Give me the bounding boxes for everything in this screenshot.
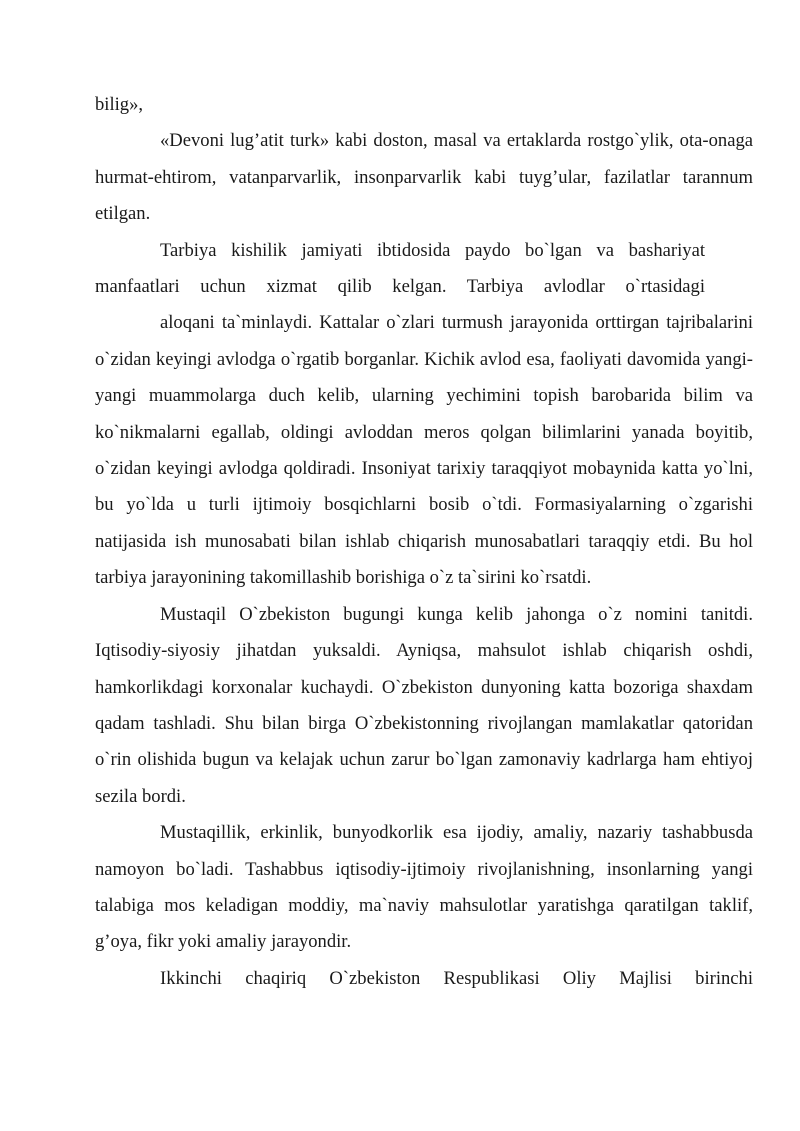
paragraph-tarbiya: Tarbiya kishilik jamiyati ibtidosida paydo bo`lgan va bashariyat manfaatlari uchun xizmat qilib kelgan. Tarbiya avlodlar o`rtasidagi [95,239,705,298]
document-body [95,87,753,997]
paragraph-continuation: bilig», [95,94,144,115]
paragraph-devoni: «Devoni lug’atit turk» kabi doston, masal va ertaklarda rostgo`ylik, ota-onaga hurmat-ehtirom, vatanparvarlik, insonparvarlik kabi tuyg’ular, fazilatlar tarannum etilgan. [95,130,753,225]
paragraph-ikkinchi: Ikkinchi chaqiriq O`zbekiston Respublikasi Oliy Majlisi birinchi [160,967,753,989]
paragraph-mustaqillik: Mustaqillik, erkinlik, bunyodkorlik esa ijodiy, amaliy, nazariy tashabbusda namoyon bo`ladi. Tashabbus iqtisodiy-ijtimoiy rivojlanishning, insonlarning yangi talabiga mos keladigan moddiy, ma`naviy mahsulotlar yaratishga qaratilgan taklif, g’oya, fikr yoki amaliy jarayondir. [95,822,753,953]
paragraph-aloqani: aloqani ta`minlaydi. Kattalar o`zlari turmush jarayonida orttirgan tajribalarini o`zidan keyingi avlodga o`rgatib borganlar. Kichik avlod esa, faoliyati davomida yangi-yangi muammolarga duch kelib, ularning yechimini topish barobarida bilim va ko`nikmalarni egallab, oldingi avloddan meros qolgan bilimlarini yanada boyitib, o`zidan keyingi avlodga qoldiradi. Insoniyat tarixiy taraqqiyot mobaynida katta yo`lni, bu yo`lda u turli ijtimoiy bosqichlarni bosib o`tdi. Formasiyalarning o`zgarishi natijasida ish munosabati bilan ishlab chiqarish munosabatlari taraqqiy etdi. Bu hol tarbiya jarayonining takomillashib borishiga o`z ta`sirini ko`rsatdi. [95,312,753,589]
paragraph-mustaqil: Mustaqil O`zbekiston bugungi kunga kelib jahonga o`z nomini tanitdi. Iqtisodiy-siyosiy jihatdan yuksaldi. Ayniqsa, mahsulot ishlab chiqarish oshdi, hamkorlikdagi korxonalar kuchaydi. O`zbekiston dunyoning katta bozoriga shaxdam qadam tashladi. Shu bilan birga O`zbekistonning rivojlangan mamlakatlar qatoridan o`rin olishida bugun va kelajak uchun zarur bo`lgan zamonaviy kadrlarga ham ehtiyoj sezila bordi. [95,603,753,807]
